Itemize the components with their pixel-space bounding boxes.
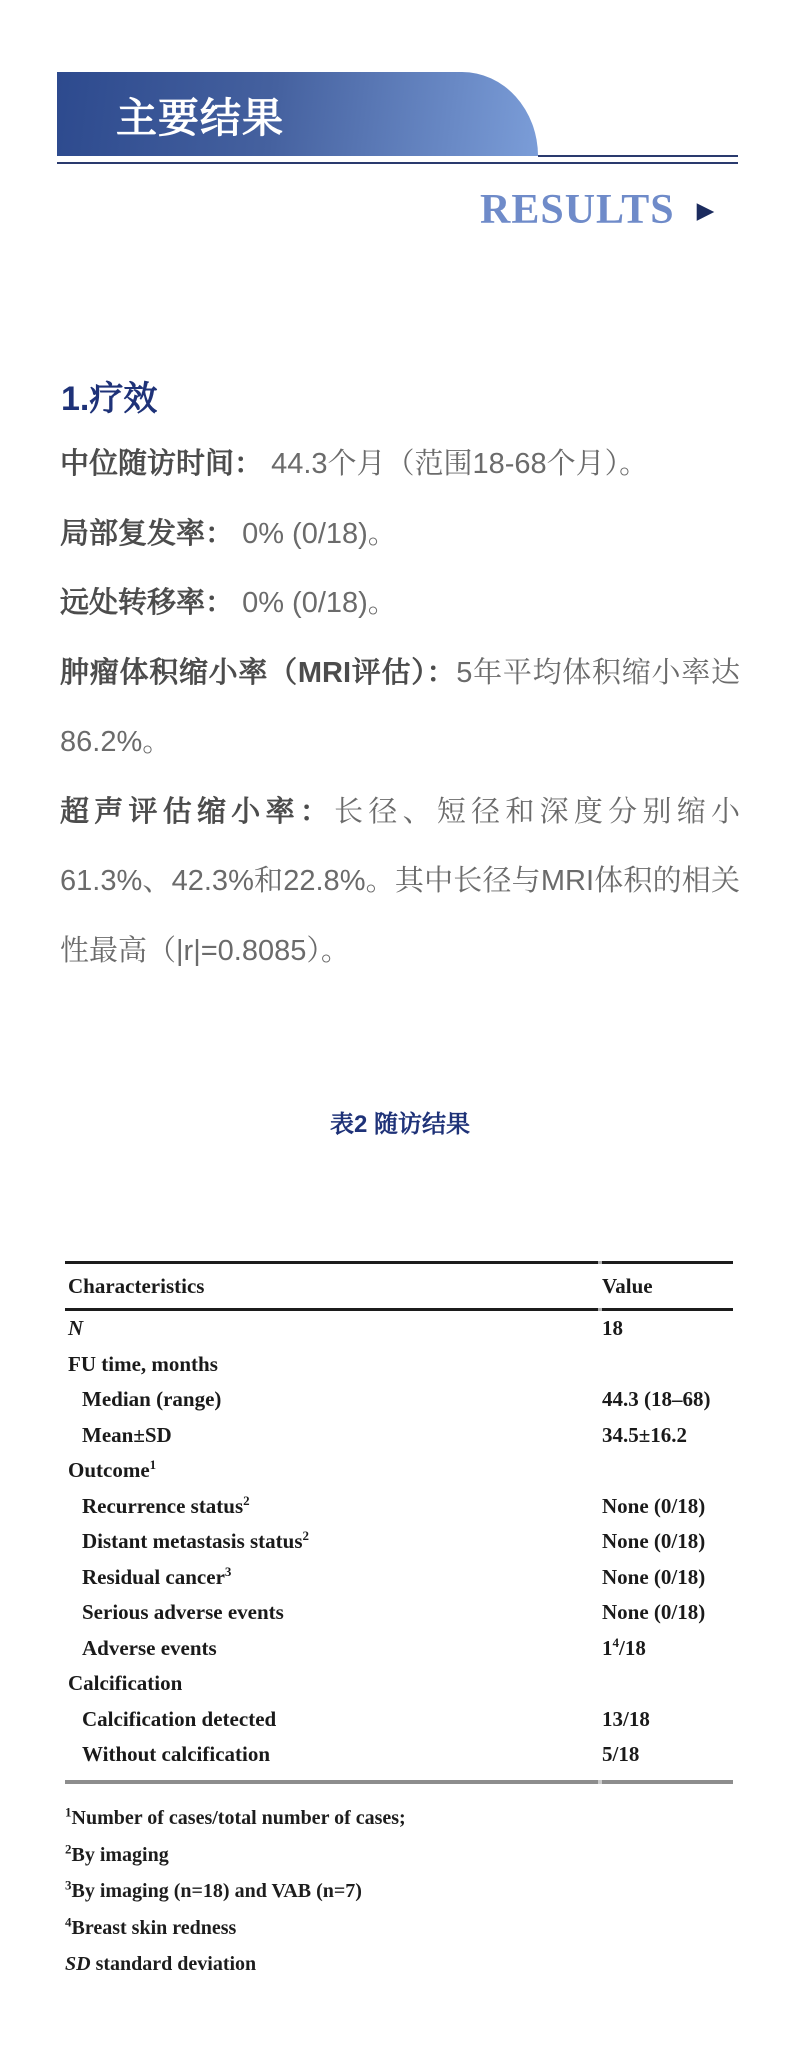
results-heading	[480, 186, 714, 234]
row-label: Median (range)	[82, 1387, 222, 1412]
row-label: Outcome$^1$	[68, 1457, 157, 1483]
row-label: FU time, months	[68, 1351, 218, 1376]
table-row	[65, 1560, 733, 1596]
row-label: Residual cancer$^3$	[82, 1563, 232, 1589]
section-banner-title: 主要结果	[116, 94, 284, 141]
column-header-value: Value	[602, 1273, 653, 1298]
footnote: SD standard deviation	[65, 1953, 257, 1975]
results-heading-text: RESULTS	[480, 187, 675, 233]
paragraph-text: 长径、短径和深度分别缩小61.3%、42.3%和22.8%。其中长径与MRI体积的相关性最高（|r|=0.8085）。	[60, 795, 740, 967]
paragraph-label: 局部复发率：	[60, 517, 235, 550]
footnote: $^4$Breast skin redness	[65, 1913, 237, 1939]
paragraph	[60, 430, 740, 500]
paragraph-text: 44.3个月（范围18-68个月）。	[263, 448, 649, 480]
paragraph-label: 远处转移率：	[60, 587, 235, 619]
table-row	[65, 1418, 733, 1454]
footnote: $^1$Number of cases/total number of cases;	[65, 1804, 406, 1829]
paragraph	[60, 569, 740, 639]
play-arrow-icon: ▶	[696, 196, 715, 223]
row-label: Mean±SD	[82, 1422, 172, 1447]
table-row	[65, 1737, 733, 1773]
table-row	[65, 1524, 733, 1560]
paragraph-text: 0% (0/18)。	[234, 587, 397, 619]
row-label: Distant metastasis status$^2$	[82, 1528, 309, 1554]
table-row	[65, 1453, 733, 1489]
row-label: Recurrence status$^2$	[82, 1492, 250, 1518]
row-value: None (0/18)	[602, 1600, 706, 1625]
row-value: None (0/18)	[602, 1493, 706, 1518]
table-row	[65, 1311, 733, 1347]
paragraph-label: 肿瘤体积缩小率（MRI评估）：	[60, 656, 457, 689]
table-header-row	[65, 1264, 733, 1308]
footnote: $^3$By imaging (n=18) and VAB (n=7)	[65, 1877, 362, 1902]
paragraph-text: 5年平均体积缩小率达86.2%。	[60, 656, 740, 758]
row-label: N	[68, 1316, 84, 1341]
followup-results-table	[65, 1261, 733, 1784]
table-row	[65, 1666, 733, 1702]
table-row	[65, 1595, 733, 1631]
table-row	[65, 1702, 733, 1738]
row-label: Calcification detected	[82, 1706, 277, 1731]
row-value: 44.3 (18–68)	[602, 1387, 711, 1412]
paragraph	[60, 639, 740, 778]
section-banner	[57, 72, 538, 156]
paragraph-label: 中位随访时间：	[60, 448, 264, 480]
row-label: Without calcification	[82, 1742, 271, 1767]
paragraph-label: 超声评估缩小率：	[60, 795, 335, 828]
table-caption: 表2 随访结果	[329, 1111, 470, 1138]
row-value: 34.5±16.2	[602, 1422, 688, 1447]
table-rule-bottom	[65, 1780, 733, 1784]
row-value: 18	[602, 1316, 623, 1341]
row-value: 13/18	[602, 1706, 650, 1731]
row-value: 5/18	[602, 1742, 640, 1767]
paragraph	[60, 778, 740, 987]
table-row	[65, 1347, 733, 1383]
paragraph-text: 0% (0/18)。	[234, 517, 397, 550]
header-divider-top	[538, 155, 738, 157]
table-row	[65, 1631, 733, 1667]
table-footnotes	[65, 1800, 733, 1983]
row-label: Adverse events	[82, 1635, 217, 1660]
table-row	[65, 1489, 733, 1525]
row-value: $1^4/18$	[602, 1634, 646, 1660]
efficacy-paragraphs	[60, 430, 740, 986]
table-row	[65, 1382, 733, 1418]
row-label: Calcification	[68, 1671, 183, 1696]
row-value: None (0/18)	[602, 1529, 706, 1554]
row-label: Serious adverse events	[82, 1600, 284, 1625]
footnote: $^2$By imaging	[65, 1840, 169, 1866]
subsection-title: 1.疗效	[61, 380, 158, 418]
table-body	[65, 1311, 733, 1773]
row-value: None (0/18)	[602, 1564, 706, 1589]
paragraph	[60, 500, 740, 570]
column-header-characteristics: Characteristics	[68, 1273, 205, 1298]
header-divider-bottom	[57, 162, 738, 164]
